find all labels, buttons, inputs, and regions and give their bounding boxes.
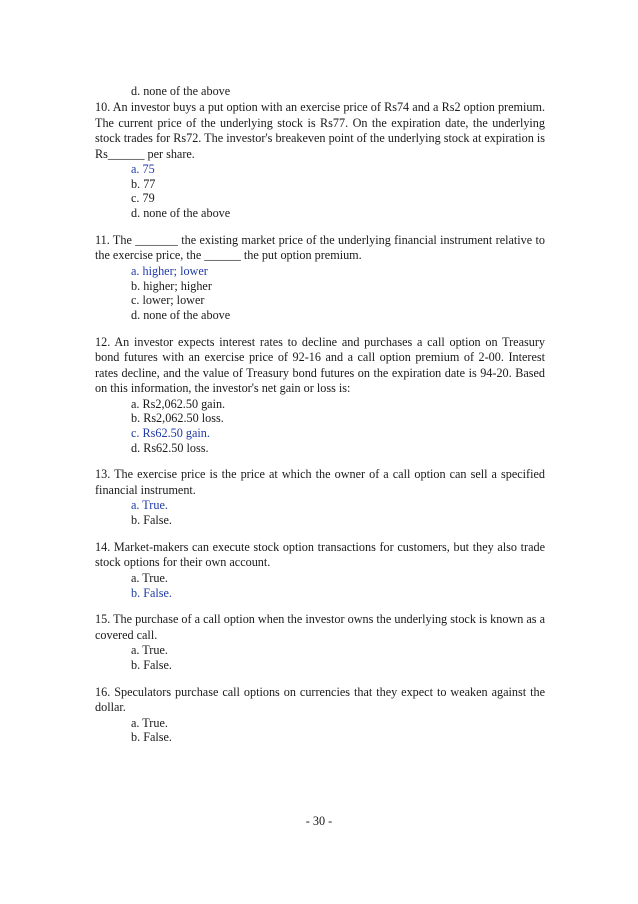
option-list bbox=[131, 498, 545, 527]
option-d: d. none of the above bbox=[131, 307, 231, 322]
option-b: b. False. bbox=[131, 730, 172, 745]
option-c: c. 79 bbox=[131, 191, 155, 206]
option-list bbox=[131, 643, 545, 672]
option-a: a. True. bbox=[131, 643, 168, 658]
question-12 bbox=[95, 335, 545, 456]
option-b: b. False. bbox=[131, 513, 172, 528]
option-list bbox=[131, 571, 545, 600]
option-previous-question-d: d. none of the above bbox=[131, 84, 231, 98]
question-stem: 12. An investor expects interest rates to decline and purchases a call option on Treasury bond futures with an exercise price of 92-16 and a call option premium of 2-00. Interest rates decline, and the value of Treasury bond futures on the expiration date is 94-20. Based on this information, the investor's net gain or loss is: bbox=[95, 334, 545, 396]
option-c: c. lower; lower bbox=[131, 293, 205, 308]
option-d: d. Rs62.50 loss. bbox=[131, 440, 209, 455]
question-list bbox=[95, 100, 545, 745]
question-13 bbox=[95, 467, 545, 527]
option-a: a. Rs2,062.50 gain. bbox=[131, 396, 226, 411]
option-d: d. none of the above bbox=[131, 206, 231, 221]
option-b: b. Rs2,062.50 loss. bbox=[131, 411, 224, 426]
option-list bbox=[131, 397, 545, 456]
option-list bbox=[131, 264, 545, 323]
option-a: a. True. bbox=[131, 715, 168, 730]
option-c: c. Rs62.50 gain. bbox=[131, 426, 210, 441]
option-list bbox=[131, 716, 545, 745]
question-11 bbox=[95, 233, 545, 323]
question-stem: 15. The purchase of a call option when the investor owns the underlying stock is known as a covered call. bbox=[95, 612, 545, 642]
question-stem: 16. Speculators purchase call options on currencies that they expect to weaken against the dollar. bbox=[95, 684, 545, 715]
question-stem: 14. Market-makers can execute stock option transactions for customers, but they also trade stock options for their own account. bbox=[95, 539, 545, 570]
option-list bbox=[131, 162, 545, 221]
option-b: b. higher; higher bbox=[131, 278, 212, 293]
option-b: b. False. bbox=[131, 657, 172, 672]
option-b: b. False. bbox=[131, 585, 172, 600]
question-10 bbox=[95, 100, 545, 221]
question-stem: 13. The exercise price is the price at which the owner of a call option can sell a specified financial instrument. bbox=[95, 467, 545, 497]
option-a: a. higher; lower bbox=[131, 263, 208, 278]
option-a: a. 75 bbox=[131, 162, 155, 176]
question-15 bbox=[95, 612, 545, 672]
question-14 bbox=[95, 540, 545, 600]
option-b: b. 77 bbox=[131, 176, 156, 191]
option-a: a. True. bbox=[131, 498, 168, 513]
question-stem: 11. The _______ the existing market price of the underlying financial instrument relative to the exercise price, the ______ the put option premium. bbox=[95, 232, 545, 263]
question-stem: 10. An investor buys a put option with an exercise price of Rs74 and a Rs2 option premium. The current price of the underlying stock is Rs77. On the expiration date, the underlying stock trades for Rs72. The investor's breakeven point of the underlying stock at expiration is Rs______ per share. bbox=[95, 100, 545, 161]
page-number: - 30 - bbox=[305, 814, 333, 828]
question-16 bbox=[95, 685, 545, 745]
option-a: a. True. bbox=[131, 570, 168, 585]
